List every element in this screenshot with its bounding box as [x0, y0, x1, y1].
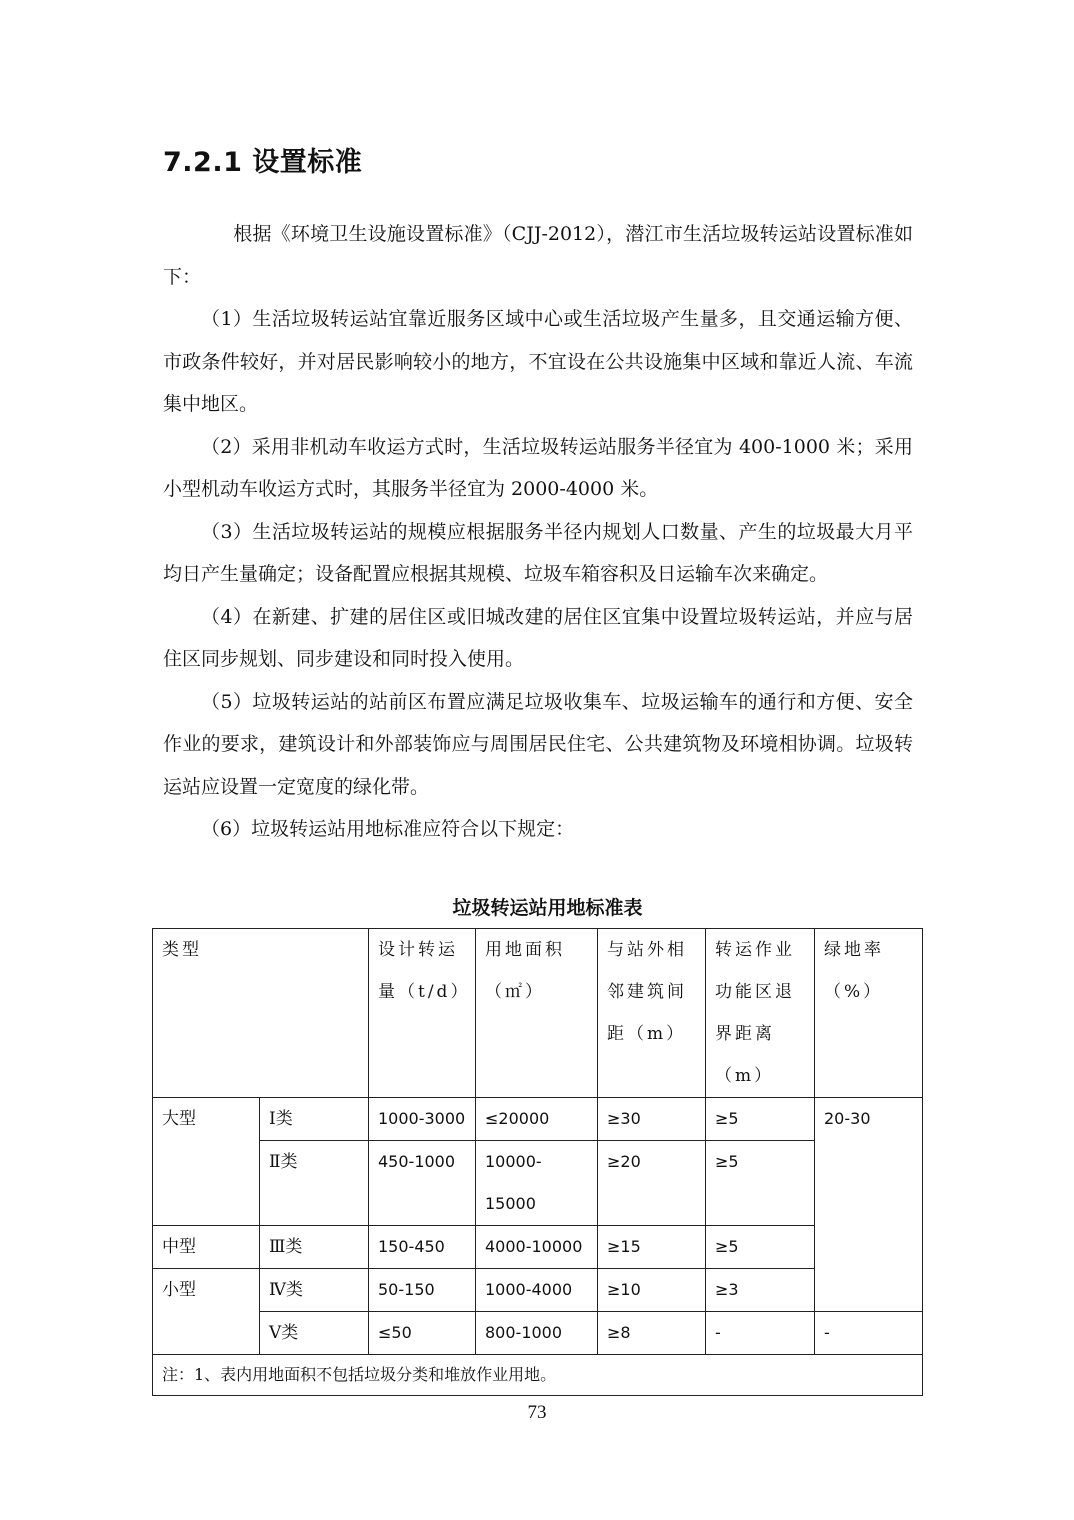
green-rate-cell: 20-30 [815, 1098, 923, 1312]
capacity-cell: ≤50 [369, 1312, 476, 1355]
header-green-rate: 绿地率（%） [815, 929, 923, 1098]
table-row [153, 1312, 923, 1355]
setback-cell: ≥3 [706, 1269, 815, 1312]
standard-item-6: （6）垃圾转运站用地标准应符合以下规定： [201, 818, 575, 840]
distance-cell: ≥30 [598, 1098, 706, 1141]
size-cell: 小型 [153, 1269, 260, 1355]
distance-cell: ≥20 [598, 1141, 706, 1226]
table-note: 注：1、表内用地面积不包括垃圾分类和堆放作业用地。 [153, 1355, 923, 1396]
section-heading: 7.2.1 设置标准 [163, 147, 363, 178]
size-cell: 中型 [153, 1226, 260, 1269]
table-header-row [153, 929, 923, 1098]
header-capacity: 设计转运量（t/d） [369, 929, 476, 1098]
green-rate-cell: - [815, 1312, 923, 1355]
page-number: 73 [527, 1402, 547, 1423]
class-cell: Ⅴ类 [260, 1312, 369, 1355]
standard-item-3: （3）生活垃圾转运站的规模应根据服务半径内规划人口数量、产生的垃圾最大月平均日产生量确定；设备配置应根据其规模、垃圾车箱容积及日运输车次来确定。 [163, 520, 913, 585]
land-use-standard-table [152, 928, 923, 1396]
distance-cell: ≥10 [598, 1269, 706, 1312]
table-caption: 垃圾转运站用地标准表 [452, 897, 643, 919]
class-cell: Ⅲ类 [260, 1226, 369, 1269]
header-setback: 转运作业功能区退界距离（m） [706, 929, 815, 1098]
header-type: 类型 [153, 929, 369, 1098]
area-cell: 1000-4000 [476, 1269, 598, 1312]
distance-cell: ≥8 [598, 1312, 706, 1355]
table-row [153, 1226, 923, 1269]
capacity-cell: 1000-3000 [369, 1098, 476, 1141]
standard-item-4: （4）在新建、扩建的居住区或旧城改建的居住区宜集中设置垃圾转运站，并应与居住区同步规划、同步建设和同时投入使用。 [163, 605, 913, 670]
capacity-cell: 450-1000 [369, 1141, 476, 1226]
distance-cell: ≥15 [598, 1226, 706, 1269]
area-cell: ≤20000 [476, 1098, 598, 1141]
body-text [163, 213, 913, 851]
setback-cell: ≥5 [706, 1098, 815, 1141]
area-cell: 4000-10000 [476, 1226, 598, 1269]
class-cell: Ⅳ类 [260, 1269, 369, 1312]
setback-cell: ≥5 [706, 1141, 815, 1226]
intro-paragraph: 根据《环境卫生设施设置标准》（CJJ-2012），潜江市生活垃圾转运站设置标准如下： [163, 223, 913, 288]
setback-cell: ≥5 [706, 1226, 815, 1269]
capacity-cell: 50-150 [369, 1269, 476, 1312]
setback-cell: - [706, 1312, 815, 1355]
table-row [153, 1098, 923, 1141]
header-distance: 与站外相邻建筑间距（m） [598, 929, 706, 1098]
capacity-cell: 150-450 [369, 1226, 476, 1269]
table-row [153, 1269, 923, 1312]
standard-item-5: （5）垃圾转运站的站前区布置应满足垃圾收集车、垃圾运输车的通行和方便、安全作业的要求，建筑设计和外部装饰应与周围居民住宅、公共建筑物及环境相协调。垃圾转运站应设置一定宽度的绿化带。 [163, 690, 913, 798]
header-area: 用地面积（㎡） [476, 929, 598, 1098]
table-row [153, 1141, 923, 1226]
class-cell: Ⅱ类 [260, 1141, 369, 1226]
class-cell: Ⅰ类 [260, 1098, 369, 1141]
standard-item-2: （2）采用非机动车收运方式时，生活垃圾转运站服务半径宜为 400-1000 米；采用小型机动车收运方式时，其服务半径宜为 2000-4000 米。 [163, 435, 913, 500]
size-cell: 大型 [153, 1098, 260, 1226]
standard-item-1: （1）生活垃圾转运站宜靠近服务区域中心或生活垃圾产生量多，且交通运输方便、市政条件较好，并对居民影响较小的地方，不宜设在公共设施集中区域和靠近人流、车流集中地区。 [163, 308, 913, 415]
area-cell: 10000-15000 [476, 1141, 598, 1226]
area-cell: 800-1000 [476, 1312, 598, 1355]
table-note-row [153, 1355, 923, 1396]
